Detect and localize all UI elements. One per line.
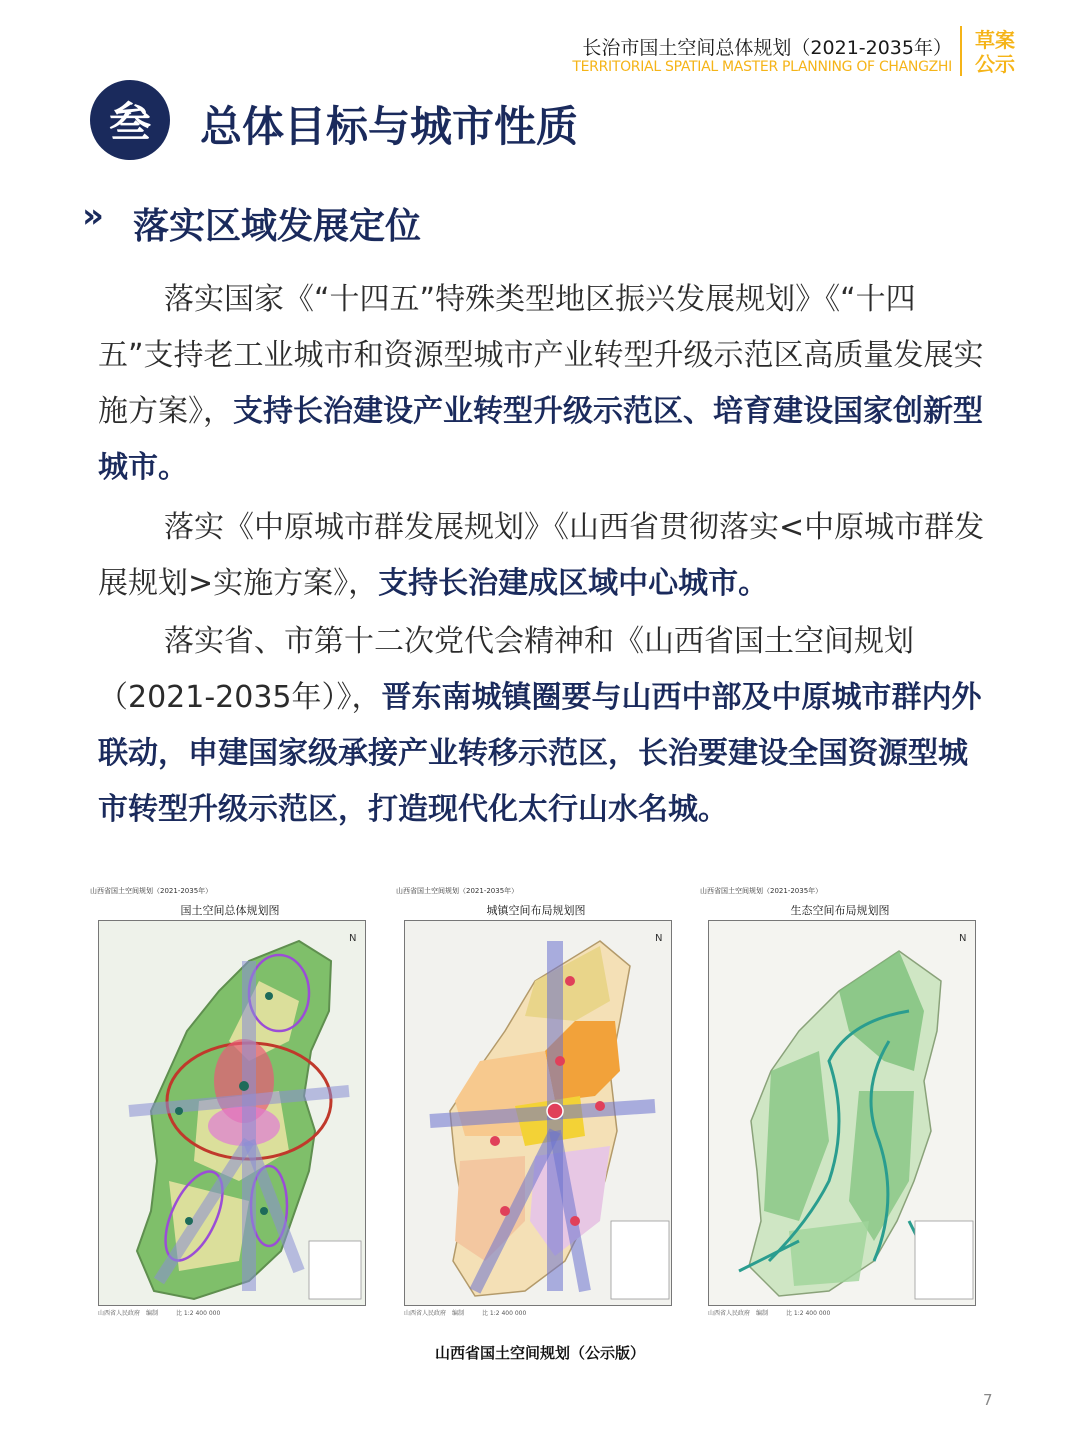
- paragraph-1-emphasis: 支持长治建设产业转型升级示范区、培育建设国家创新型城市。: [98, 394, 983, 485]
- svg-text:N: N: [655, 933, 663, 944]
- map-image-urban: [404, 920, 672, 1306]
- header-title: 长治市国土空间总体规划（2021-2035年）: [582, 37, 952, 59]
- map-card-ecological: [700, 886, 980, 1322]
- figure-caption: 山西省国土空间规划（公示版）: [434, 1344, 645, 1362]
- map-title: 生态空间布局规划图: [790, 904, 890, 917]
- section-number-badge: 叁: [90, 80, 170, 160]
- map-footer: 山西省人民政府 编制 比 1:2 400 000: [98, 1310, 221, 1317]
- map-card-urban: [396, 886, 676, 1322]
- badge-line-2: 公示: [975, 52, 1015, 76]
- draft-badge: [975, 28, 1023, 76]
- page-number: 7: [983, 1391, 993, 1409]
- map-card-overall: [90, 886, 370, 1322]
- paragraph-3-emphasis: 晋东南城镇圈要与山西中部及中原城市群内外联动，申建国家级承接产业转移示范区，长治要建设全国资源型城市转型升级示范区，打造现代化太行山水名城。: [98, 680, 982, 827]
- section-title: 总体目标与城市性质: [200, 102, 579, 151]
- map-image-overall: [98, 920, 366, 1306]
- paragraph-3-text: 落实省、市第十二次党代会精神和《山西省国土空间规划（2021-2035年）》，: [98, 624, 914, 715]
- map-header: 山西省国土空间规划（2021-2035年）: [90, 887, 213, 895]
- paragraph-1: [98, 272, 988, 496]
- paragraph-2-text: 落实《中原城市群发展规划》《山西省贯彻落实<中原城市群发展规划>实施方案》，: [98, 510, 985, 601]
- chevron-right-icon: »: [82, 196, 104, 236]
- paragraph-2: [98, 500, 988, 612]
- svg-text:N: N: [959, 933, 967, 944]
- map-image-ecological: [708, 920, 976, 1306]
- svg-text:N: N: [349, 933, 357, 944]
- header-subtitle: TERRITORIAL SPATIAL MASTER PLANNING OF CHANGZHI: [572, 59, 952, 75]
- map-title: 城镇空间布局规划图: [486, 904, 586, 917]
- map-footer: 山西省人民政府 编制 比 1:2 400 000: [708, 1310, 831, 1317]
- paragraph-1-text: 落实国家《“十四五”特殊类型地区振兴发展规划》《“十四五”支持老工业城市和资源型城市产业转型升级示范区高质量发展实施方案》，: [98, 282, 984, 429]
- subsection-title: 落实区域发展定位: [133, 206, 422, 247]
- map-header: 山西省国土空间规划（2021-2035年）: [396, 887, 519, 895]
- map-title: 国土空间总体规划图: [180, 904, 280, 917]
- paragraph-2-emphasis: 支持长治建成区域中心城市。: [378, 566, 769, 601]
- badge-line-1: 草案: [975, 28, 1015, 52]
- map-footer: 山西省人民政府 编制 比 1:2 400 000: [404, 1310, 527, 1317]
- map-header: 山西省国土空间规划（2021-2035年）: [700, 887, 823, 895]
- paragraph-3: [98, 614, 988, 838]
- header-divider: [960, 26, 962, 76]
